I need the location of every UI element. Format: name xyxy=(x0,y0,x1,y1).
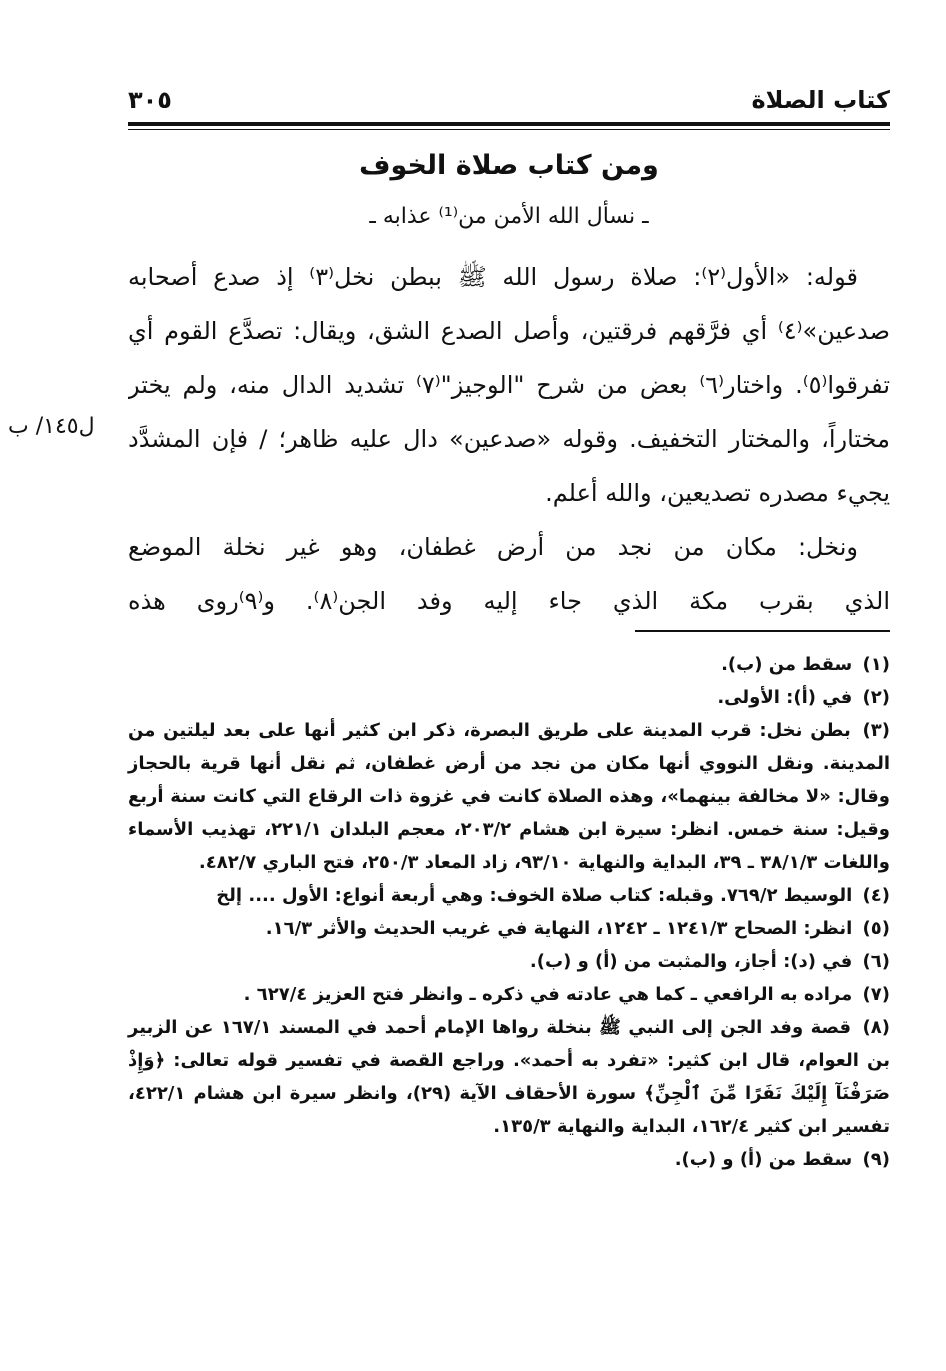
footnote-text: الوسيط ٧٦٩/٢. وقبله: كتاب صلاة الخوف: وهي أربعة أنواع: الأول .... إلخ xyxy=(216,885,853,906)
footnote xyxy=(128,879,890,912)
footnote xyxy=(128,978,890,1011)
footnote-text: في (د): أجاز، والمثبت من (أ) و (ب). xyxy=(529,951,853,972)
chapter-heading: ومن كتاب صلاة الخوف xyxy=(359,150,659,181)
header-rule-thin xyxy=(128,129,890,130)
footnote-text: انظر: الصحاح ١٢٤١/٣ ـ ١٢٤٢، النهاية في غريب الحديث والأثر ١٦/٣. xyxy=(265,918,853,939)
body-text xyxy=(128,250,890,628)
footnote xyxy=(128,1143,890,1176)
footnote-number: (٣) xyxy=(862,720,890,741)
footnote-number: (٢) xyxy=(862,687,890,708)
footnote-number: (٥) xyxy=(862,918,890,939)
header-rule-thick xyxy=(128,122,890,126)
footnote-text: سقط من (أ) و (ب). xyxy=(674,1149,853,1170)
footnote-text: بطن نخل: قرب المدينة على طريق البصرة، ذكر ابن كثير أنها على بعد ليلتين من المدينة. ونقل النووي أنها مكان من نجد من أرض غطفان، ثم نقل أنها قرية بالحجاز وقال: «لا مخالفة بينهما»، وهذه الصلاة كانت في غزوة ذات الرقاع التي كانت سنة أربع وقيل: سنة خمس. انظر: سيرة ابن هشام ٢٠٣/٢، معجم البلدان ٢٢١/١، تهذيب الأسماء واللغات ٣٨/١/٣ ـ ٣٩، البداية والنهاية ٩٣/١٠، زاد المعاد ٢٥٠/٣، فتح الباري ٤٨٢/٧. xyxy=(128,720,890,873)
body-line: قوله: «الأول⁽٢⁾: صلاة رسول الله ﷺ ببطن نخل⁽٣⁾ إذ صدع أصحابه xyxy=(128,263,858,291)
footnote xyxy=(128,1011,890,1143)
footnote-text: قصة وفد الجن إلى النبي ﷺ بنخلة رواها الإمام أحمد في المسند ١٦٧/١ عن الزبير بن العوام، قال ابن كثير: «تفرد به أحمد». وراجع القصة في تفسير قوله تعالى: ﴿وَإِذْ صَرَفْنَآ إِلَيْكَ نَفَرًا مِّنَ ٱلْجِنِّ﴾ سورة الأحقاف الآية (٢٩)، وانظر سيرة ابن هشام ٤٢٢/١، تفسير ابن كثير ١٦٢/٤، البداية والنهاية ١٣٥/٣. xyxy=(128,1017,891,1137)
footnote-text: في (أ): الأولى. xyxy=(717,687,853,708)
footnote xyxy=(128,912,890,945)
body-line: تفرقوا⁽٥⁾. واختار⁽٦⁾ بعض من شرح "الوجيز"⁽٧⁾ تشديد الدال منه، ولم يختر xyxy=(128,371,890,399)
footnote xyxy=(128,681,890,714)
footnotes xyxy=(128,648,890,1176)
manuscript-folio-note: ل١٤٥/ ب xyxy=(8,414,95,439)
footnote xyxy=(128,945,890,978)
page-number: ٣٠٥ xyxy=(128,86,172,114)
footnote-text: مراده به الرافعي ـ كما هي عادته في ذكره ـ وانظر فتح العزيز ٦٢٧/٤ . xyxy=(243,984,853,1005)
body-line: الذي بقرب مكة الذي جاء إليه وفد الجن⁽٨⁾. و⁽٩⁾روى هذه xyxy=(128,587,890,615)
footnote-number: (٤) xyxy=(862,885,890,906)
footnote-number: (٨) xyxy=(862,1017,890,1038)
footnote-separator xyxy=(635,630,890,632)
body-line: ونخل: مكان من نجد من أرض غطفان، وهو غير نخلة الموضع xyxy=(128,533,858,561)
footnote-number: (٦) xyxy=(862,951,890,972)
body-line: يجيء مصدره تصديعين، والله أعلم. xyxy=(545,479,890,507)
book-title: كتاب الصلاة xyxy=(751,86,890,114)
footnote-number: (٧) xyxy=(862,984,890,1005)
body-line: مختاراً، والمختار التخفيف. وقوله «صدعين» دال عليه ظاهر؛ / فإن المشدَّد xyxy=(128,425,890,453)
footnote-number: (٩) xyxy=(862,1149,890,1170)
footnote-text: سقط من (ب). xyxy=(721,654,853,675)
running-header xyxy=(128,86,890,120)
footnote xyxy=(128,714,890,879)
chapter-invocation: ـ نسأل الله الأمن من⁽¹⁾ عذابه ـ xyxy=(369,204,649,229)
body-line: صدعين»⁽٤⁾ أي فرَّقهم فرقتين، وأصل الصدع الشق، ويقال: تصدَّع القوم أي xyxy=(128,317,890,345)
footnote xyxy=(128,648,890,681)
footnote-number: (١) xyxy=(862,654,890,675)
